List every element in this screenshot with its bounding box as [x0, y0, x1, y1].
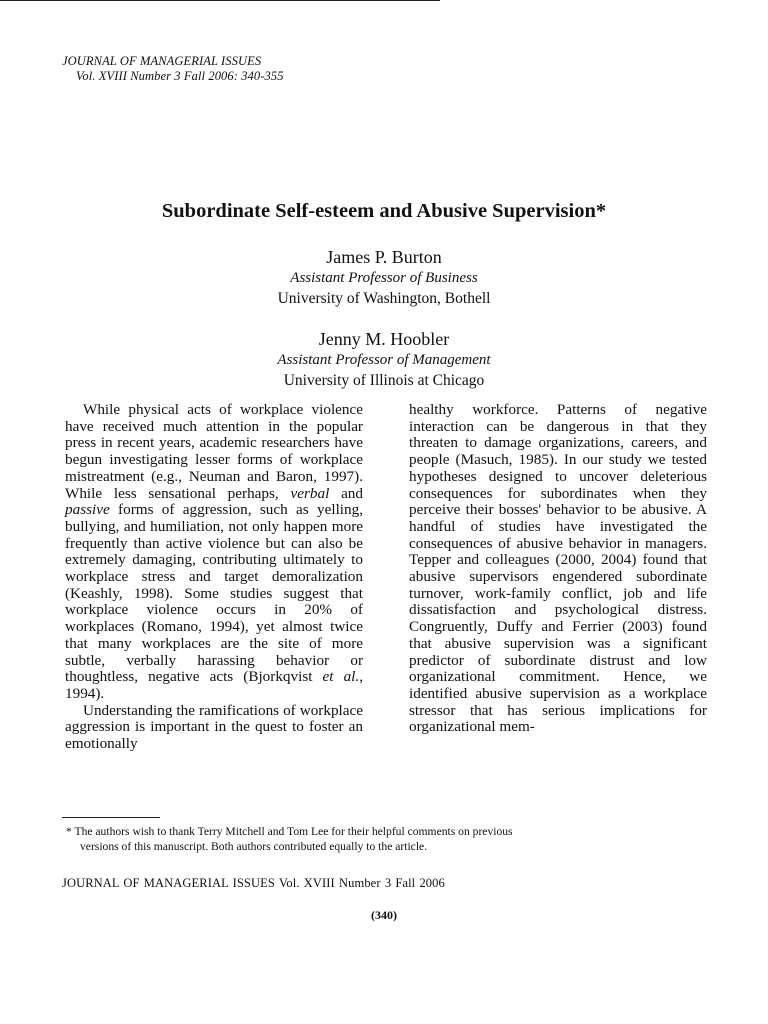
footer-journal-line: JOURNAL OF MANAGERIAL ISSUES Vol. XVIII Number 3 Fall 2006 [62, 876, 445, 890]
author-role: Assistant Professor of Business [290, 270, 478, 286]
footnote-line: versions of this manuscript. Both authors contributed equally to the article. [80, 840, 428, 853]
body-text: While physical acts of workplace violence have received much attention in the popular press in recent years, academic researchers have begun investigating lesser forms of workplace mistreatment (e.g., Neuman and Baron, 1997). While less sensational perhaps, [65, 401, 363, 502]
body-text: and [329, 484, 363, 502]
author-name: Jenny M. Hoobler [318, 329, 450, 349]
body-paragraph: healthy workforce. Patterns of negative interaction can be dangerous in that they threaten to damage organizations, careers, and people (Masuch, 1985). In our study we tested hypotheses designed to uncover deleterious consequences for subordinates when they perceive their bosses' behavior to be abusive. A handful of studies have investigated the consequences of abusive behavior in managers. Tepper and colleagues (2000, 2004) found that abusive supervisors engendered subordinate turnover, work-family conflict, job and life dissatisfaction and psychological distress. Congruently, Duffy and Ferrier (2003) found that abusive supervision was a significant predictor of subordinate distrust and low organizational commitment. Hence, we identified abusive supervision as a workplace stressor that has serious implications for organizational mem- [409, 401, 707, 736]
body-column-left [65, 402, 363, 753]
author-name: James P. Burton [326, 247, 442, 267]
author-block-1 [0, 246, 768, 309]
body-paragraph: Understanding the ramifications of workplace aggression is important in the quest to foster an emotionally [65, 701, 363, 753]
author-role: Assistant Professor of Management [277, 352, 491, 368]
emphasis-text: et al. [322, 668, 360, 686]
top-rule [0, 0, 440, 1]
body-column-right [409, 402, 707, 736]
footnote-line: * The authors wish to thank Terry Mitchell and Tom Lee for their helpful comments on previous [66, 825, 513, 838]
body-paragraph [65, 402, 363, 703]
footnote [66, 824, 716, 854]
journal-volume-line: Vol. XVIII Number 3 Fall 2006: 340-355 [76, 69, 284, 83]
footnote-rule [62, 817, 160, 818]
emphasis-text: verbal [290, 484, 330, 502]
emphasis-text: passive [65, 501, 110, 519]
author-block-2 [0, 328, 768, 391]
page-number: (340) [371, 908, 397, 922]
journal-name: JOURNAL OF MANAGERIAL ISSUES [62, 54, 262, 68]
body-text: forms of aggression, such as yelling, bullying, and humiliation, not only happen more frequently than active violence but can also be extremely damaging, contributing ultimately to workplace stress and target demoralization (Keashly, 1998). Some studies suggest that workplace violence occurs in 20% of workplaces (Romano, 1994), yet almost twice that many workplaces are the site of more subtle, verbally harassing behavior or thoughtless, negative acts (Bjorkqvist [65, 501, 363, 686]
body-text: , 1994). [65, 668, 363, 702]
author-institution: University of Illinois at Chicago [283, 372, 485, 389]
author-institution: University of Washington, Bothell [277, 290, 491, 307]
article-title: Subordinate Self-esteem and Abusive Supervision* [161, 200, 607, 222]
journal-header [62, 54, 284, 84]
